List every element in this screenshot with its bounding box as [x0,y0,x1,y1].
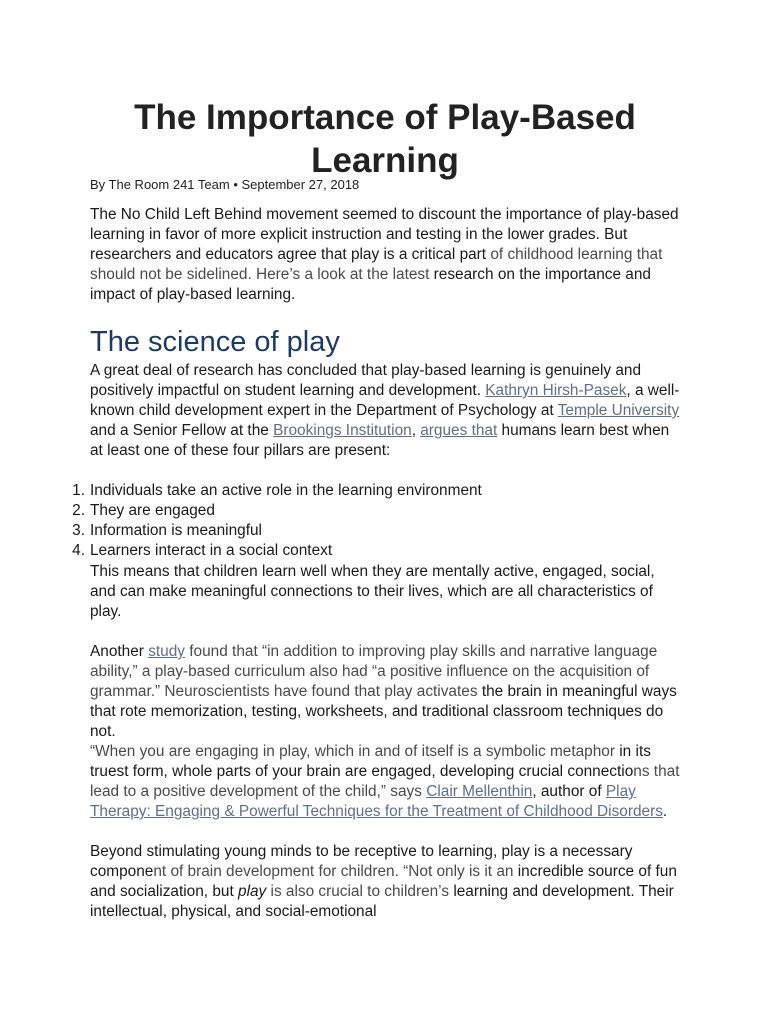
pillars-list [72,481,680,561]
another-paragraph [90,642,680,742]
section-heading: The science of play [90,326,340,358]
another-text-3: the brain in meaningful ways that rote memorization, testing, worksheets, and traditional classroom techniques do not. [90,683,677,740]
intro-text-3: research on the importance and impact of play-based learning. [90,266,651,303]
list-item-text: They are engaged [90,502,215,519]
list-item-number: 1. [72,482,85,499]
quote-text-2: in its truest form, whole parts of your brain are engaged, developing crucial connectio [90,743,651,780]
link-brookings-institution[interactable]: Brookings Institution [273,422,412,439]
science-text-3: and a Senior Fellow at the [90,422,274,439]
science-text-2: , a well-known child development expert in the Department of Psychology at [90,382,680,419]
intro-text-1: The No Child Left Behind movement seemed to discount the importance of play-based learning in favor of more explicit instruction and testing in the lower grades. But researchers and educators agree that play is a critical part [90,206,679,263]
another-text-1: Another [90,643,149,660]
beyond-text-3: incredible source of fun and socialization, but [90,863,677,900]
intro-text-2: of childhood learning that should not be sidelined. Here’s a look at the latest [90,246,663,283]
list-item-number: 2. [72,502,85,519]
science-text-4: , [411,422,421,439]
link-play-therapy-book[interactable]: Play Therapy: Engaging & Powerful Techniques for the Treatment of Childhood Disorders [90,783,663,820]
beyond-paragraph [90,842,680,922]
link-argues-that[interactable]: argues that [420,422,498,439]
list-item [72,481,680,501]
link-study[interactable]: study [148,643,185,660]
article-byline: By The Room 241 Team • September 27, 2018 [90,177,360,192]
beyond-text-1: Beyond stimulating young minds to be receptive to learning, play is a necessary compone [90,843,633,880]
list-item-text: Learners interact in a social context [90,542,333,559]
intro-paragraph [90,205,680,305]
link-temple-university[interactable]: Temple University [557,402,680,419]
quote-text-5: . [662,803,668,820]
science-text-5: humans learn best when at least one of these four pillars are present: [90,422,670,459]
science-text-1: A great deal of research has concluded that play-based learning is genuinely and positively impactful on student learning and development. [90,362,642,399]
list-item [72,501,680,521]
list-item-text: Information is meaningful [90,522,262,539]
list-item-number: 3. [72,522,85,539]
emphasis-play: play [238,883,267,900]
list-item [72,521,680,541]
link-clair-mellenthin[interactable]: Clair Mellenthin [426,783,533,800]
quote-text-3: ns that lead to a positive development of the child,” says [90,763,680,800]
article-title: The Importance of Play-Based Learning [134,98,636,180]
beyond-text-5: learning and development. Their intellectual, physical, and social-emotional [90,883,674,920]
quote-text-4: , author of [532,783,606,800]
another-text-2: found that “in addition to improving play skills and narrative language ability,” a play-based curriculum also had “a positive influence on the acquisition of grammar.” Neuroscientists have found that play activates [90,643,658,700]
beyond-text-2: nt of brain development for children. “Not only is it an [153,863,514,880]
means-paragraph: This means that children learn well when they are mentally active, engaged, social, and can make meaningful connections to their lives, which are all characteristics of play. [90,563,655,620]
list-item [72,541,680,561]
link-kathryn-hirsh-pasek[interactable]: Kathryn Hirsh-Pasek [485,382,627,399]
list-item-text: Individuals take an active role in the learning environment [90,482,482,499]
quote-text-1: “When you are engaging in play, which in and of itself is a symbolic metaphor [90,743,615,760]
quote-paragraph [90,742,680,822]
science-paragraph [90,361,680,461]
list-item-number: 4. [72,542,85,559]
beyond-text-4: is also crucial to children’s [266,883,450,900]
